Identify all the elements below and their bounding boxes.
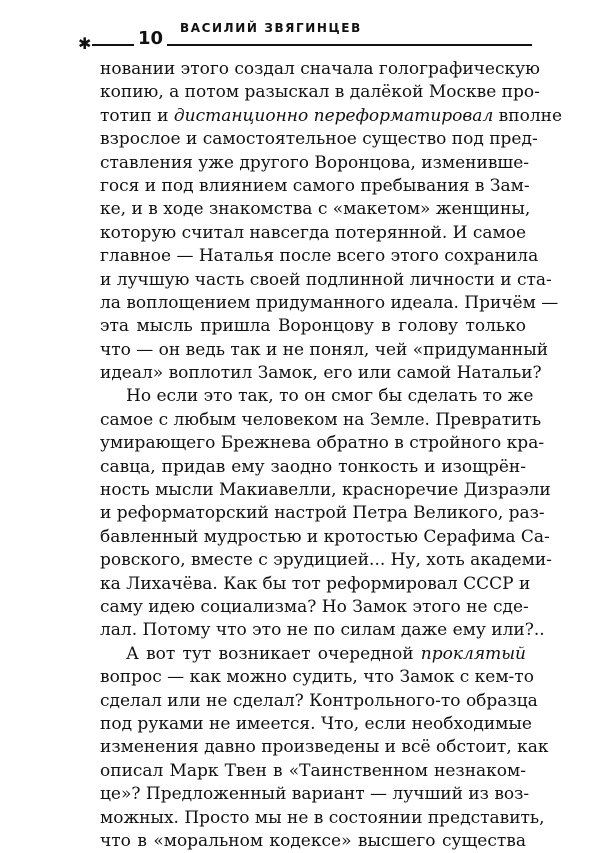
text-line: гося и под влиянием самого пребывания в Зам- [100, 175, 530, 196]
text-line: описал Марк Твен в «Таинственном незнаком- [100, 760, 526, 781]
text-line: вопрос — как можно судить, что Замок с кем-то [100, 667, 534, 688]
text-line: А вот тут возникает очередной проклятый [126, 643, 526, 664]
text-line: саму идею социализма? Но Замок этого не сде- [100, 596, 529, 617]
text-line: под руками не имеется. Что, если необходимые [100, 713, 532, 734]
text-line: самое с любым человеком на Земле. Превратить [100, 409, 542, 430]
text-line: и реформаторский настрой Петра Великого, раз- [100, 503, 545, 524]
page-number: 10 [134, 30, 167, 48]
text-line: сделал или не сделал? Контрольного-то образца [100, 690, 538, 711]
text-line: которую считал навсегда потерянной. И самое [100, 222, 527, 243]
text-line: изменения давно произведены и всё обстоит, как [100, 737, 549, 758]
text-line: тотип и дистанционно переформатировал вполне [100, 105, 563, 126]
text-line: Но если это так, то он смог бы сделать то же [126, 386, 534, 407]
star-ornament-icon: ✱ [78, 34, 92, 53]
text-line: что в «моральном кодексе» высшего существа [100, 830, 526, 851]
text-line: бавленный мудростью и кротостью Серафима Са- [100, 526, 550, 547]
text-line: ровского, вместе с эрудицией... Ну, хоть академи- [100, 550, 552, 571]
text-line: савца, придав ему заодно тонкость и изощрён- [100, 456, 526, 477]
text-line: новании этого создал сначала голографическую [100, 59, 540, 79]
text-line: главное — Наталья после всего этого сохранила [100, 246, 539, 267]
text-line: ла воплощением придуманного идеала. Причём — [100, 292, 559, 313]
text-line: ка Лихачёва. Как бы тот реформировал СССР и [100, 573, 531, 594]
text-line: лал. Потому что это не по силам даже ему или?.. [100, 620, 545, 641]
text-line: эта мысль пришла Воронцову в голову только [100, 316, 526, 337]
text-line: идеал» воплотил Замок, его или самой Натальи? [100, 363, 542, 384]
text-line: и лучшую часть своей подлинной личности и ста- [100, 269, 552, 290]
text-line: можных. Просто мы не в состоянии представить, [100, 807, 545, 828]
paragraph-3 [100, 643, 549, 853]
text-line: что — он ведь так и не понял, чей «придуманный [100, 339, 549, 360]
author-name: ВАСИЛИЙ ЗВЯГИНЦЕВ [180, 21, 362, 35]
text-line: взрослое и самостоятельное существо под пред- [100, 129, 538, 150]
text-line: ке, и в ходе знакомства с «макетом» женщины, [100, 199, 531, 220]
text-line: копию, а потом разыскал в далёкой Москве про- [100, 82, 540, 103]
paragraph-1 [100, 58, 563, 385]
text-line: це»? Предложенный вариант — лучший из воз- [100, 784, 530, 805]
text-line: умирающего Брежнева обратно в стройного кра- [100, 433, 545, 454]
running-header [78, 10, 538, 54]
body-text [100, 58, 563, 853]
text-line: ставления уже другого Воронцова, изменивше- [100, 152, 530, 173]
paragraph-2 [100, 385, 552, 642]
text-line: ность мысли Макиавелли, красноречие Дизраэли [100, 480, 551, 501]
